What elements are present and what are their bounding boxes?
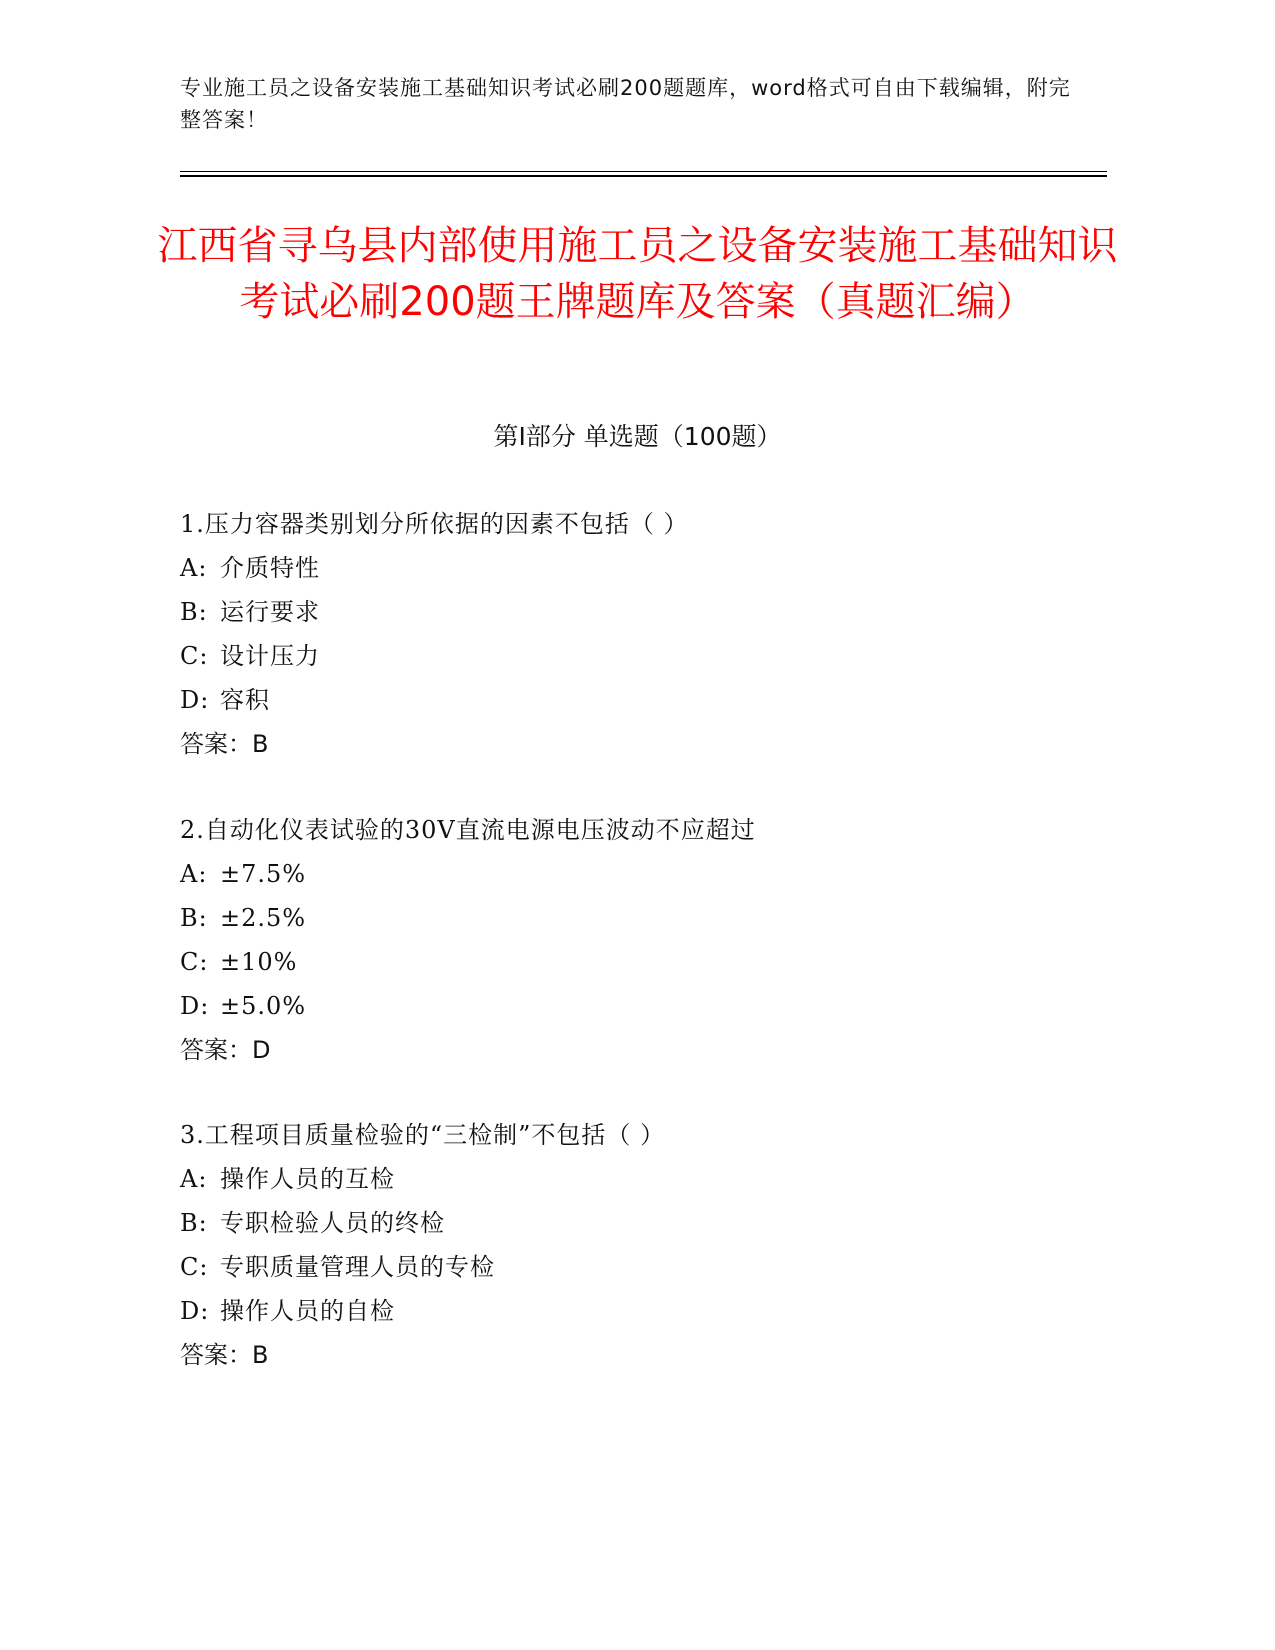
option-c <box>180 940 1120 984</box>
option-letter: B: <box>180 1209 208 1237</box>
option-c <box>180 634 1120 678</box>
option-text: 容积 <box>220 686 270 714</box>
option-letter: C: <box>180 948 209 976</box>
header-divider-thin <box>180 171 1107 172</box>
option-letter: B: <box>180 904 208 932</box>
header-divider-thick <box>180 175 1107 177</box>
section-heading: 第I部分 单选题（100题） <box>493 422 782 451</box>
option-text: ±5.0% <box>220 992 307 1020</box>
option-letter: D: <box>180 686 210 714</box>
option-a <box>180 852 1120 896</box>
option-letter: A: <box>180 860 208 888</box>
option-c <box>180 1245 1120 1289</box>
option-letter: D: <box>180 992 210 1020</box>
question-stem: 1.压力容器类别划分所依据的因素不包括（ ） <box>180 510 689 538</box>
option-b <box>180 896 1120 940</box>
document-title: 江西省寻乌县内部使用施工员之设备安装施工基础知识考试必刷200题王牌题库及答案（真题汇编） <box>157 223 1118 325</box>
option-letter: D: <box>180 1297 210 1325</box>
option-d <box>180 1289 1120 1333</box>
option-letter: A: <box>180 554 208 582</box>
question-3 <box>180 1113 1120 1377</box>
option-d <box>180 678 1120 722</box>
option-a <box>180 546 1120 590</box>
option-text: ±10% <box>220 948 298 976</box>
option-text: 操作人员的自检 <box>220 1297 395 1325</box>
option-b <box>180 590 1120 634</box>
question-stem: 2.自动化仪表试验的30V直流电源电压波动不应超过 <box>180 816 756 844</box>
option-letter: C: <box>180 642 209 670</box>
option-text: 专职检验人员的终检 <box>220 1209 445 1237</box>
option-text: 介质特性 <box>220 554 320 582</box>
option-text: 运行要求 <box>220 598 320 626</box>
option-d <box>180 984 1120 1028</box>
option-letter: A: <box>180 1165 208 1193</box>
option-b <box>180 1201 1120 1245</box>
header-note: 专业施工员之设备安装施工基础知识考试必刷200题题库，word格式可自由下载编辑，附完整答案！ <box>180 76 1071 132</box>
option-text: 专职质量管理人员的专检 <box>220 1253 495 1281</box>
option-text: 设计压力 <box>220 642 320 670</box>
answer-key: 答案：B <box>180 1341 269 1369</box>
question-2 <box>180 808 1120 1072</box>
option-text: ±2.5% <box>220 904 307 932</box>
question-1 <box>180 502 1120 766</box>
option-letter: B: <box>180 598 208 626</box>
option-text: 操作人员的互检 <box>220 1165 395 1193</box>
question-stem: 3.工程项目质量检验的“三检制”不包括（ ） <box>180 1121 666 1149</box>
option-text: ±7.5% <box>220 860 307 888</box>
answer-key: 答案：B <box>180 730 269 758</box>
option-letter: C: <box>180 1253 209 1281</box>
option-a <box>180 1157 1120 1201</box>
answer-key: 答案：D <box>180 1036 271 1064</box>
